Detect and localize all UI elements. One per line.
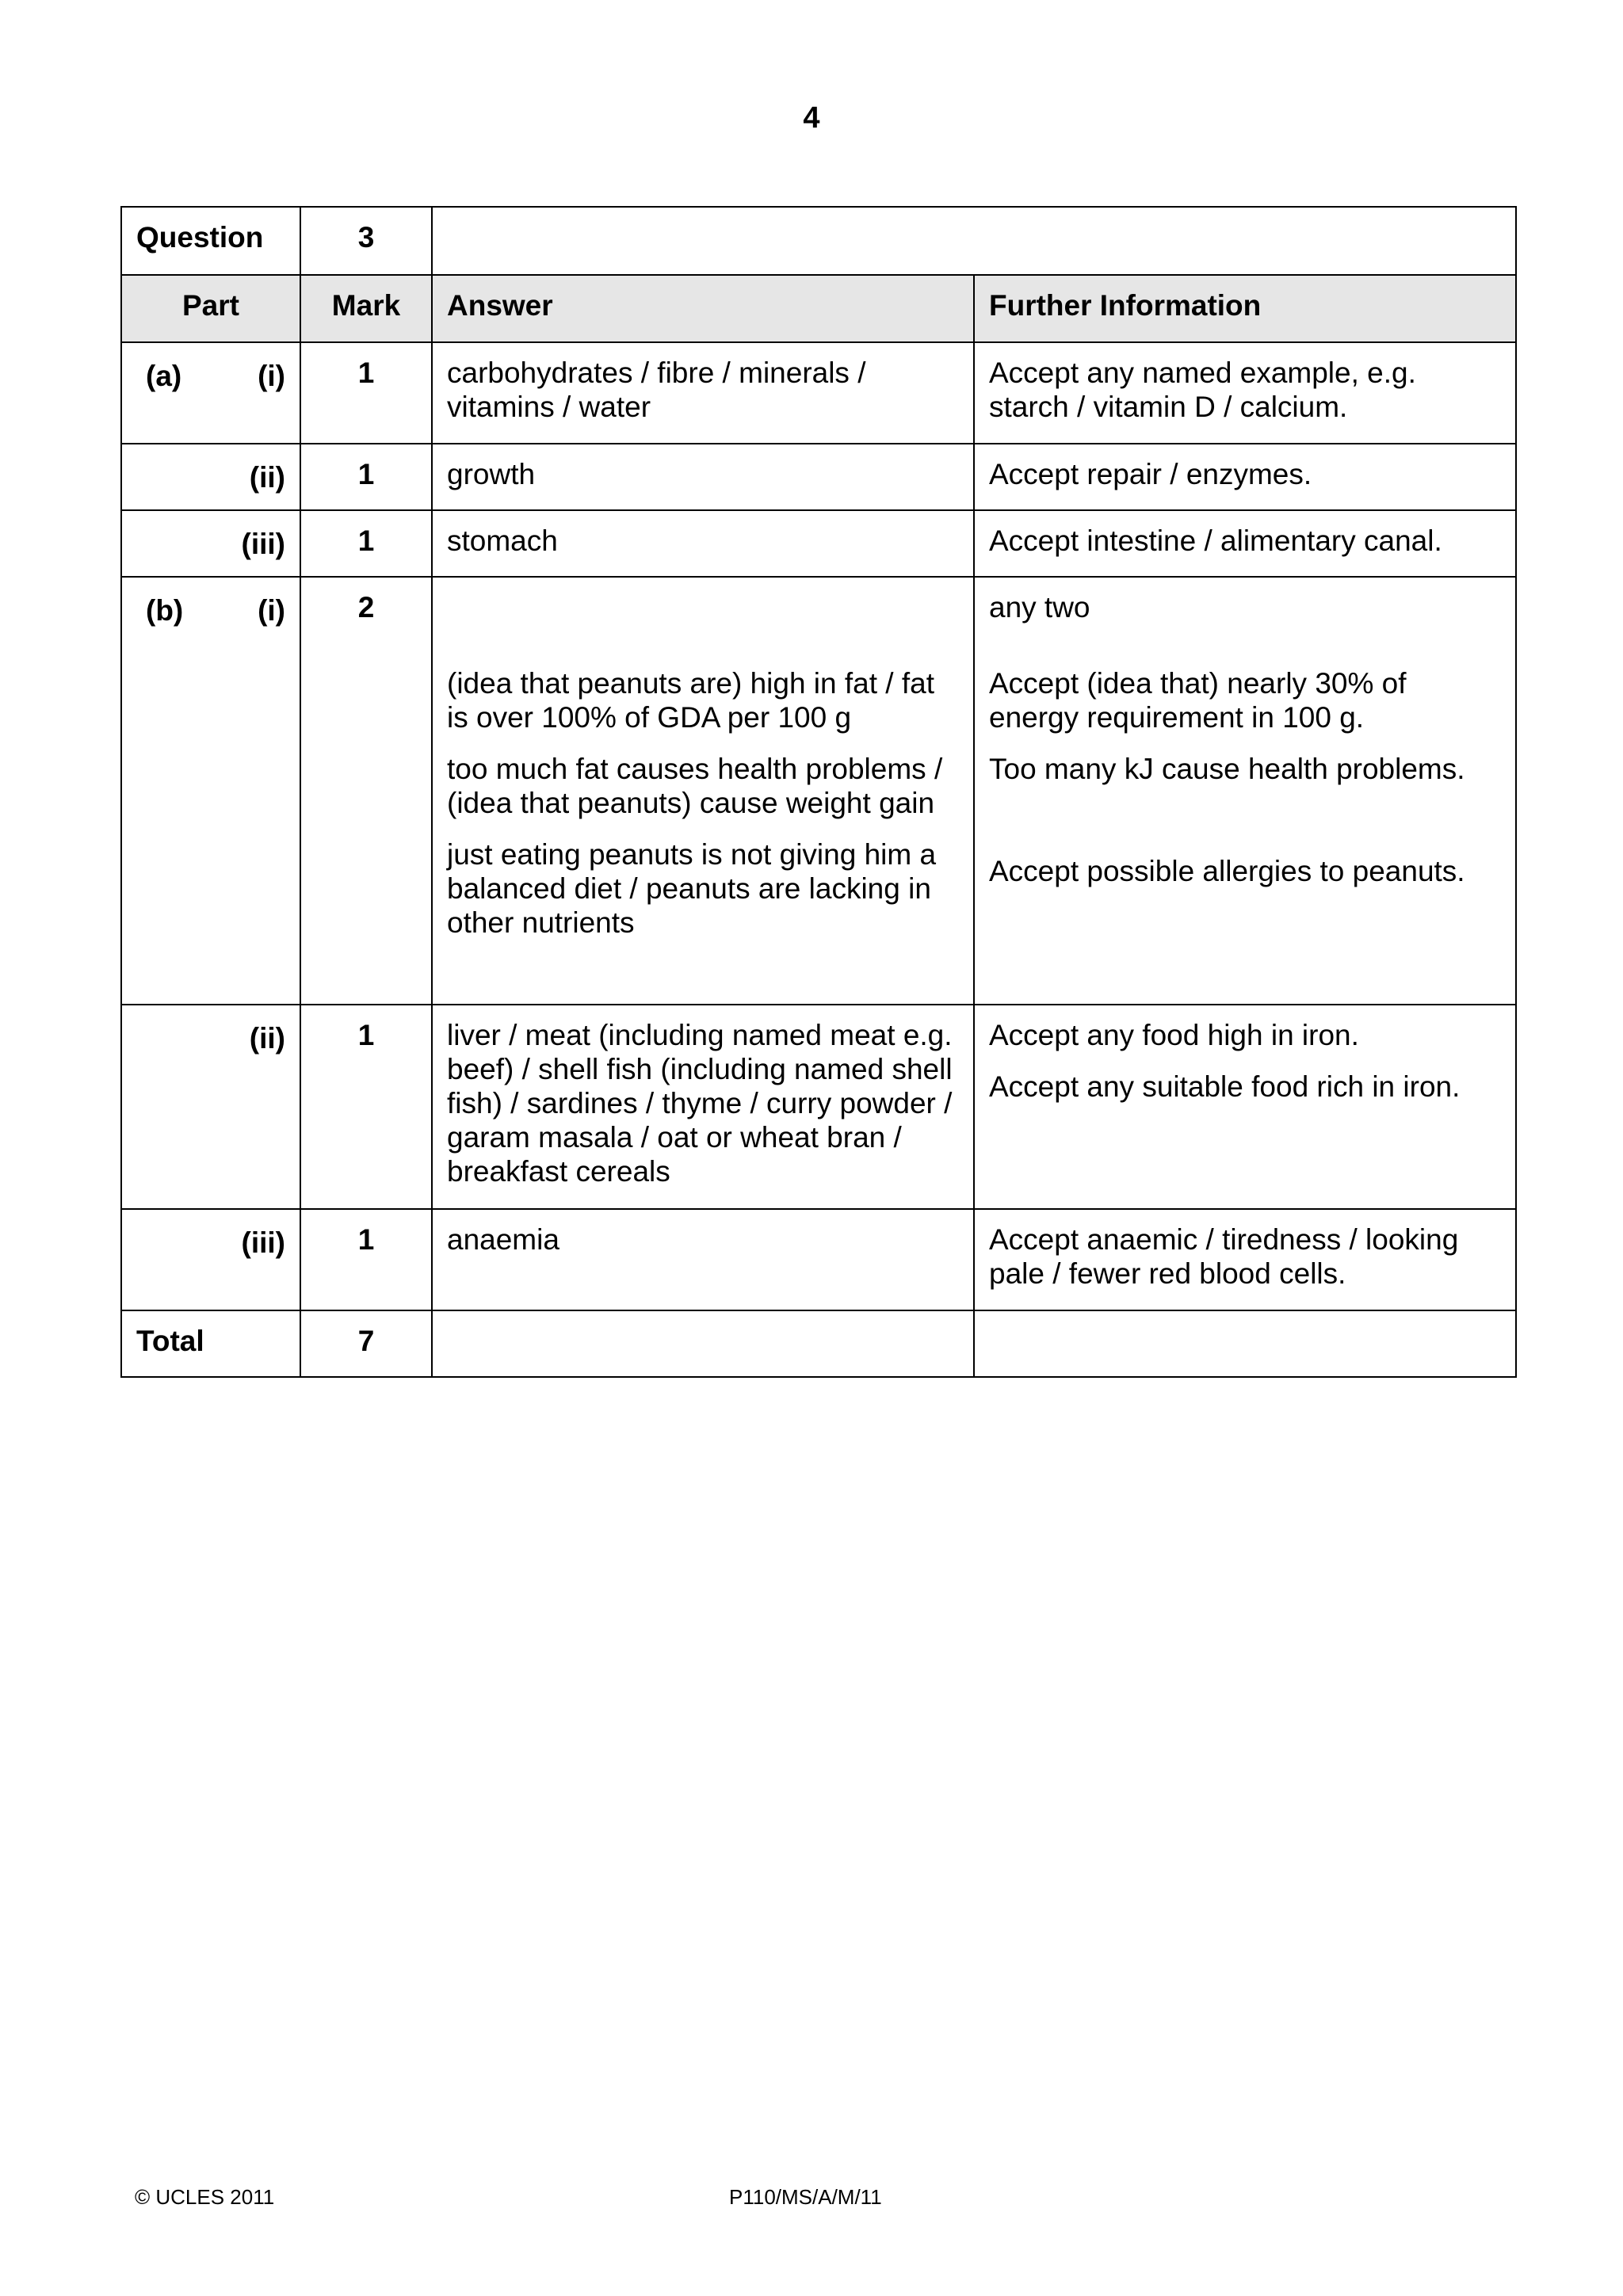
further-point-3: Accept possible allergies to peanuts.: [989, 855, 1465, 887]
part-major: (a): [146, 360, 182, 392]
mark-cell: 1: [300, 444, 432, 510]
row-a-iii: [121, 510, 1516, 577]
answer-cell: growth: [432, 444, 974, 510]
header-part: Part: [121, 275, 300, 342]
mark-cell: 1: [300, 1005, 432, 1209]
part-major: (b): [146, 594, 184, 627]
part-cell: [121, 342, 300, 444]
part-cell: [121, 1209, 300, 1310]
further-info-cell: [974, 1005, 1516, 1209]
total-row: [121, 1310, 1516, 1377]
question-blank-cell: [432, 207, 1516, 275]
header-mark: Mark: [300, 275, 432, 342]
total-blank: [974, 1310, 1516, 1377]
part-cell: [121, 1005, 300, 1209]
footer-copyright: © UCLES 2011: [135, 2185, 275, 2209]
further-info-cell: Accept intestine / alimentary canal.: [974, 510, 1516, 577]
question-row: [121, 207, 1516, 275]
mark-cell: 2: [300, 577, 432, 1005]
part-cell: [121, 577, 300, 1005]
part-cell: [121, 510, 300, 577]
part-minor: (i): [258, 360, 285, 392]
page-number: 4: [803, 101, 820, 135]
answer-cell: liver / meat (including named meat e.g. beef) / shell fish (including named shell fish) / sardines / thyme / curry powder / garam masala / oat or wheat bran / breakfast cereals: [432, 1005, 974, 1209]
answer-cell: [432, 577, 974, 1005]
footer-document-code: P110/MS/A/M/11: [729, 2185, 882, 2209]
part-minor: (ii): [249, 1022, 285, 1055]
row-b-ii: [121, 1005, 1516, 1209]
further-point-2: Accept any suitable food rich in iron.: [989, 1070, 1461, 1103]
answer-cell: anaemia: [432, 1209, 974, 1310]
part-minor: (ii): [249, 461, 285, 494]
header-answer: Answer: [432, 275, 974, 342]
row-b-iii: [121, 1209, 1516, 1310]
answer-point-2: too much fat causes health problems / (idea that peanuts) cause weight gain: [447, 753, 943, 819]
further-point-1: Accept (idea that) nearly 30% of energy requirement in 100 g.: [989, 667, 1407, 734]
further-info-cell: Accept anaemic / tiredness / looking pale / fewer red blood cells.: [974, 1209, 1516, 1310]
part-minor: (iii): [241, 528, 285, 560]
answer-point-1: (idea that peanuts are) high in fat / fat is over 100% of GDA per 100 g: [447, 667, 934, 734]
question-number: 3: [300, 207, 432, 275]
header-further-information: Further Information: [974, 275, 1516, 342]
mark-cell: 1: [300, 342, 432, 444]
further-intro: any two: [989, 591, 1090, 624]
mark-scheme-table: [120, 206, 1517, 1378]
answer-point-3: just eating peanuts is not giving him a balanced diet / peanuts are lacking in other nutrients: [447, 838, 937, 939]
row-a-i: [121, 342, 1516, 444]
part-cell: [121, 444, 300, 510]
answer-cell: stomach: [432, 510, 974, 577]
total-value: 7: [300, 1310, 432, 1377]
part-minor: (i): [258, 594, 285, 627]
further-info-cell: Accept repair / enzymes.: [974, 444, 1516, 510]
further-point-1: Accept any food high in iron.: [989, 1019, 1359, 1051]
part-minor: (iii): [241, 1226, 285, 1259]
mark-cell: 1: [300, 510, 432, 577]
answer-cell: carbohydrates / fibre / minerals / vitamins / water: [432, 342, 974, 444]
header-row: [121, 275, 1516, 342]
row-a-ii: [121, 444, 1516, 510]
further-info-cell: Accept any named example, e.g. starch / vitamin D / calcium.: [974, 342, 1516, 444]
row-b-i: [121, 577, 1516, 1005]
total-label: Total: [121, 1310, 300, 1377]
further-info-cell: [974, 577, 1516, 1005]
total-blank: [432, 1310, 974, 1377]
mark-cell: 1: [300, 1209, 432, 1310]
further-point-2: Too many kJ cause health problems.: [989, 753, 1465, 785]
question-label: Question: [121, 207, 300, 275]
